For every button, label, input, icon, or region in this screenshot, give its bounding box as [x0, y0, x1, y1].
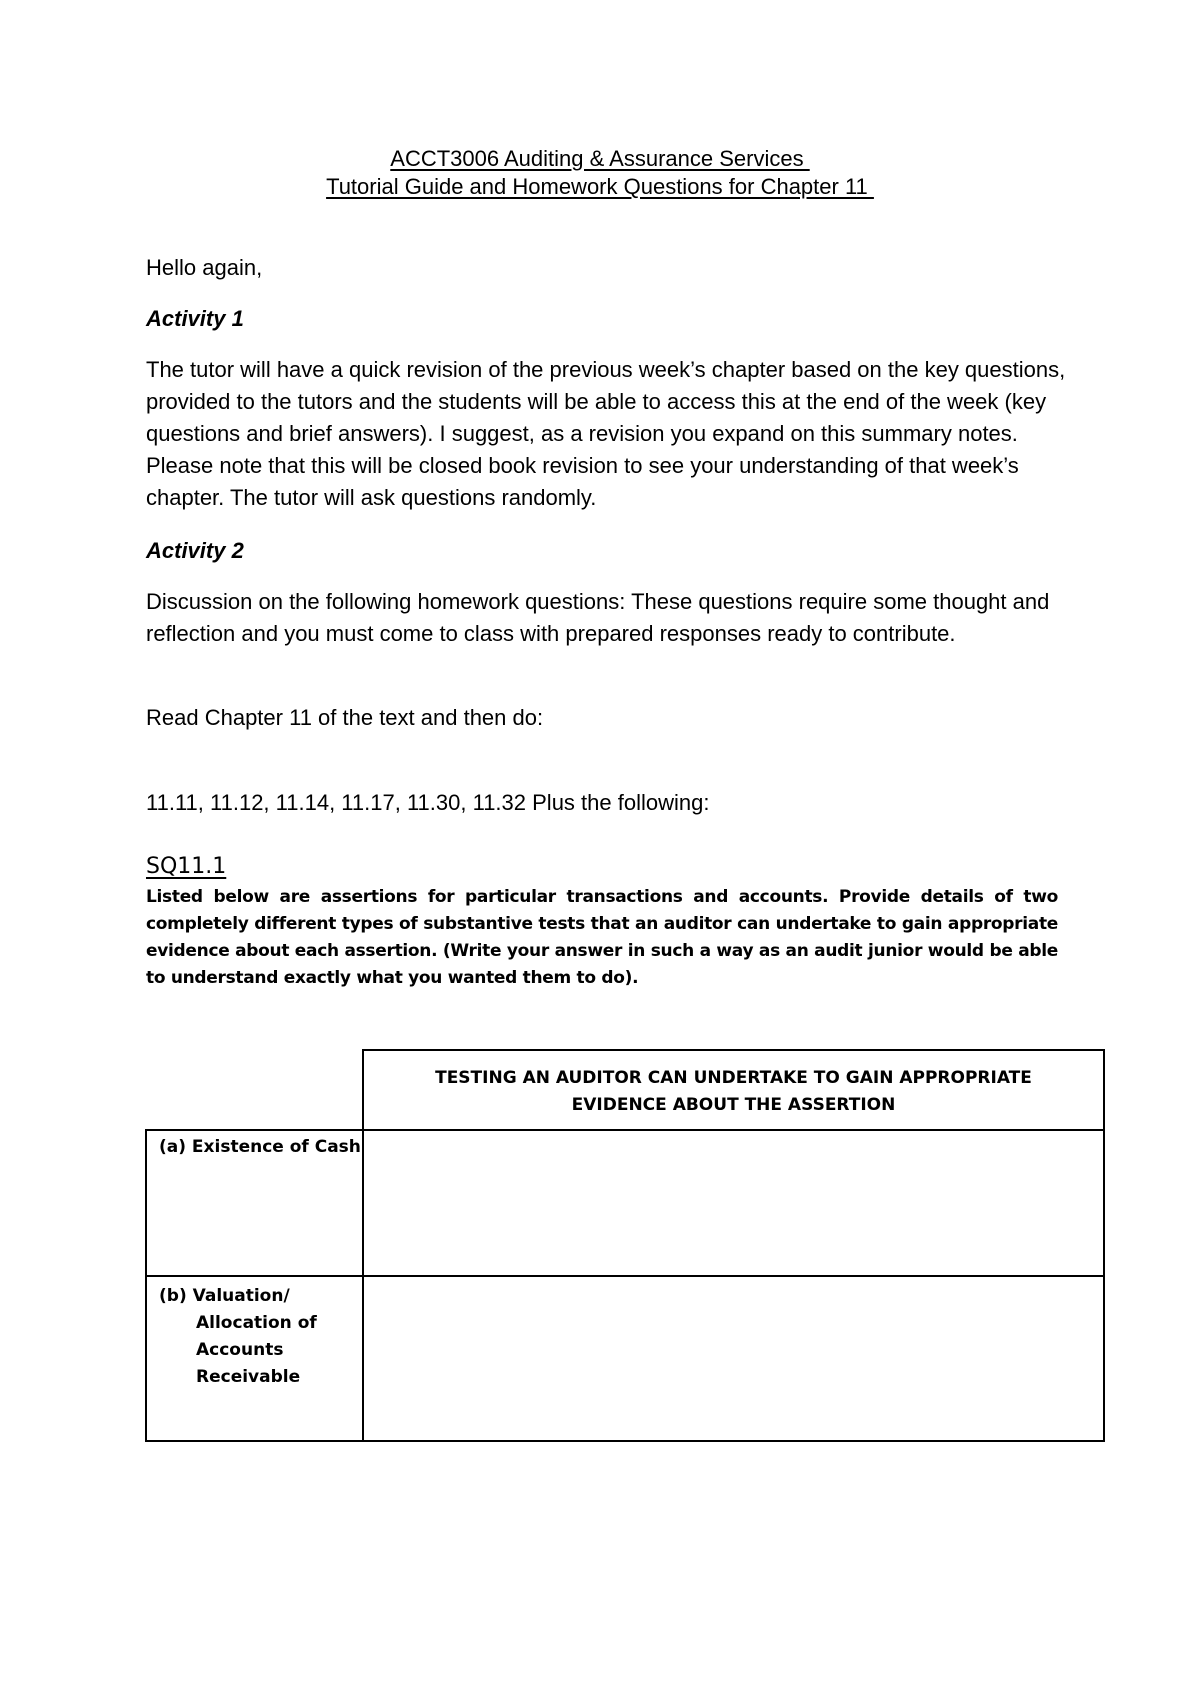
- table-header-cell: [362, 1049, 1105, 1131]
- greeting: Hello again,: [146, 255, 263, 280]
- document-subtitle: Tutorial Guide and Homework Questions for Chapter 11: [326, 174, 874, 199]
- activity-1-heading: Activity 1: [146, 306, 244, 331]
- row-b-label: [145, 1275, 364, 1442]
- activity-2-text: Discussion on the following homework questions: These questions require some thought and reflection and you must come to class with prepared responses ready to contribute.: [146, 589, 1050, 646]
- row-b-answer-cell[interactable]: [362, 1275, 1105, 1442]
- read-instruction: Read Chapter 11 of the text and then do:: [146, 705, 544, 730]
- homework-questions: 11.11, 11.12, 11.14, 11.17, 11.30, 11.32 Plus the following:: [146, 790, 710, 815]
- document-title: ACCT3006 Auditing & Assurance Services: [390, 146, 810, 171]
- row-b-label-line-2: Allocation of: [196, 1313, 317, 1333]
- table-header-line-2: EVIDENCE ABOUT THE ASSERTION: [571, 1095, 896, 1115]
- activity-1-text: The tutor will have a quick revision of the previous week’s chapter based on the key questions, provided to the tutors and the students will be able to access this at the end of the week (key questions and brief answers). I suggest, as a revision you expand on this summary notes. Please note that this will be closed book revision to see your understanding of that week’s chapter. The tutor will ask questions randomly.: [146, 357, 1066, 510]
- sq-text: Listed below are assertions for particular transactions and accounts. Provide details of two completely different types of substantive tests that an auditor can undertake to gain appropriate evidence about each assertion. (Write your answer in such a way as an audit junior would be able to understand exactly what you wanted them to do).: [146, 887, 1058, 988]
- row-b-label-line-1: (b) Valuation/: [159, 1286, 290, 1306]
- row-b-label-line-3: Accounts: [196, 1340, 284, 1360]
- row-a-answer-cell[interactable]: [362, 1129, 1105, 1277]
- table-header-line-1: TESTING AN AUDITOR CAN UNDERTAKE TO GAIN APPROPRIATE: [435, 1068, 1032, 1088]
- assertion-table: [145, 1049, 1105, 1442]
- sq-heading: SQ11.1: [146, 854, 227, 879]
- row-a-label: (a) Existence of Cash: [145, 1129, 364, 1277]
- activity-2-heading: Activity 2: [146, 538, 244, 563]
- row-b-label-line-4: Receivable: [196, 1367, 301, 1387]
